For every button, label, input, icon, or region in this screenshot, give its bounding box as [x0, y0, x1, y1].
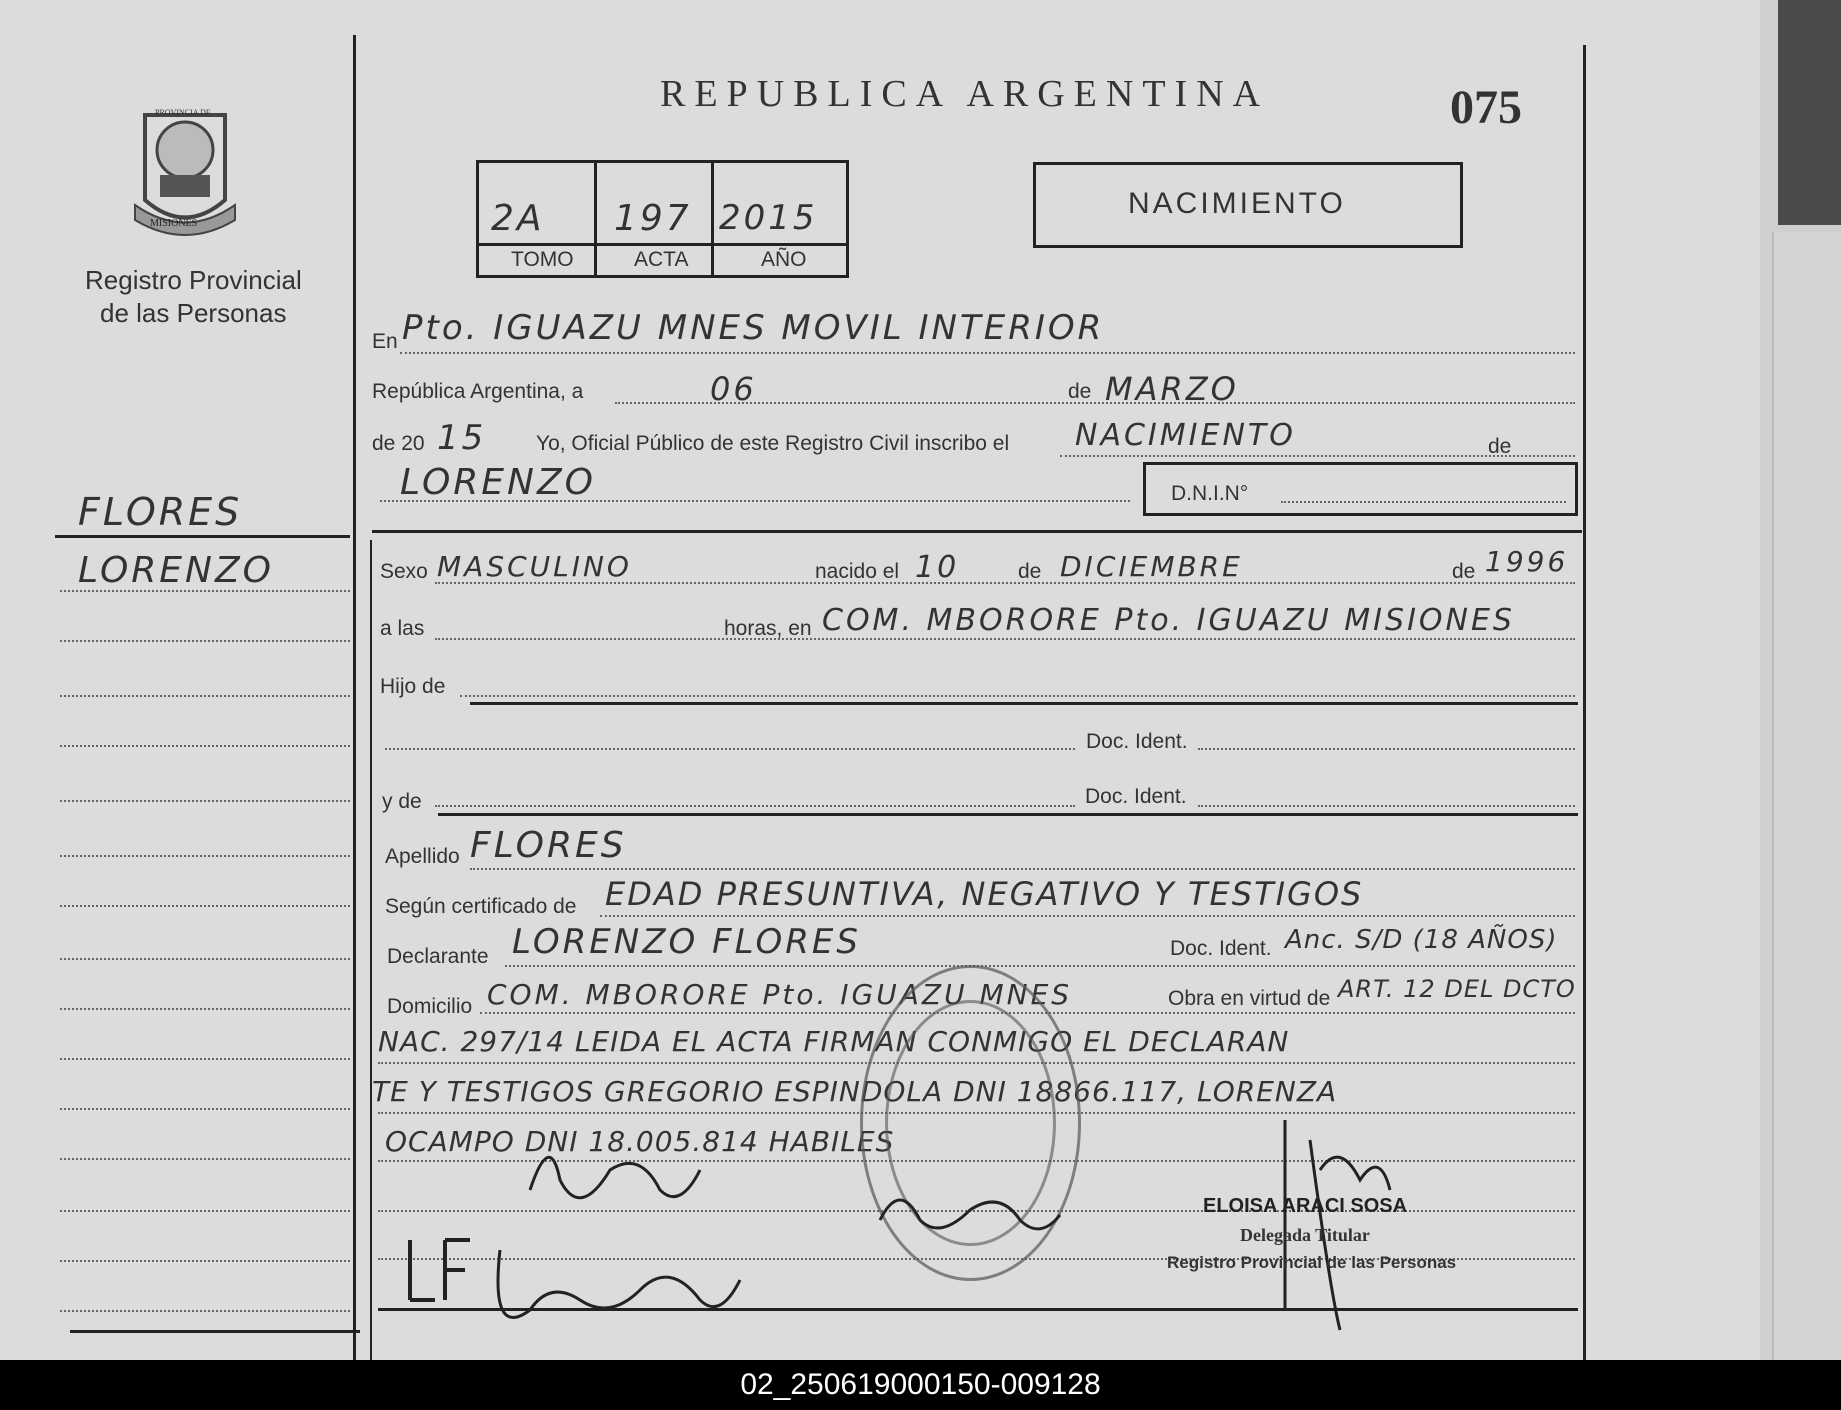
- doc-ident-label-mother: Doc. Ident.: [1085, 785, 1187, 808]
- tomo-label: TOMO: [511, 248, 574, 271]
- domicilio-label: Domicilio: [387, 995, 473, 1018]
- background-edge: [1760, 0, 1841, 1360]
- anio-value: 2015: [719, 198, 818, 238]
- apellido-label: Apellido: [385, 845, 460, 868]
- obra-value: ART. 12 DEL DCTO: [1338, 975, 1576, 1003]
- month-value: MARZO: [1105, 370, 1239, 408]
- acta-value: 197: [614, 198, 692, 239]
- page-number: 075: [1450, 81, 1522, 134]
- de-label-act: de: [1488, 435, 1512, 458]
- right-column-border: [1583, 45, 1586, 1360]
- record-box: [476, 160, 849, 278]
- sexo-value: MASCULINO: [437, 550, 632, 583]
- registry-line2: de las Personas: [100, 298, 287, 328]
- day-value: 06: [710, 370, 757, 408]
- left-column-border: [353, 35, 356, 1360]
- notes-line3: OCAMPO DNI 18.005.814 HABILES: [385, 1125, 895, 1158]
- birth-place: COM. MBORORE Pto. IGUAZU MISIONES: [822, 603, 1515, 638]
- sexo-label: Sexo: [380, 560, 428, 583]
- year-prefix-label: de 20: [372, 432, 425, 455]
- year-value: 15: [437, 418, 487, 458]
- signer-institution: Registro Provincial de las Personas: [1167, 1253, 1457, 1272]
- domicilio-value: COM. MBORORE Pto. IGUAZU MNES: [487, 978, 1073, 1011]
- en-value: Pto. IGUAZU MNES MOVIL INTERIOR: [402, 308, 1105, 348]
- yde-label: y de: [382, 790, 422, 813]
- nacido-label: nacido el: [815, 560, 900, 583]
- en-label: En: [372, 330, 398, 353]
- image-caption: 02_250619000150-009128: [0, 1360, 1841, 1410]
- segun-label: Según certificado de: [385, 895, 577, 918]
- dni-box: [1143, 462, 1578, 516]
- declarante-value: LORENZO FLORES: [512, 922, 861, 962]
- act-value: NACIMIENTO: [1075, 418, 1296, 453]
- signer-title: Delegada Titular: [1240, 1225, 1370, 1245]
- obra-label: Obra en virtud de: [1168, 987, 1331, 1010]
- horas-label: horas, en: [724, 617, 812, 640]
- yo-label: Yo, Oficial Público de este Registro Civil inscribo el: [536, 432, 1010, 455]
- sidebar-surname: FLORES: [78, 490, 243, 534]
- de-label-month: de: [1068, 380, 1092, 403]
- seal-text-top: PROVINCIA DE: [155, 108, 211, 117]
- apellido-value: FLORES: [470, 825, 627, 866]
- birth-month: DICIEMBRE: [1060, 550, 1243, 583]
- doc-ident-label-father: Doc. Ident.: [1086, 730, 1188, 753]
- tomo-value: 2A: [491, 198, 545, 239]
- document-type-box: [1033, 162, 1463, 248]
- republica-label: República Argentina, a: [372, 380, 584, 403]
- name-value: LORENZO: [400, 462, 596, 503]
- declarante-doc: Anc. S/D (18 AÑOS): [1285, 925, 1558, 955]
- de-label-birthyear: de: [1452, 560, 1476, 583]
- form-inner-border: [370, 540, 372, 1360]
- signer-name: ELOISA ARACI SOSA: [1203, 1195, 1408, 1217]
- seal-text-bottom: MISIONES: [150, 218, 198, 229]
- sidebar-surname-underline: [55, 535, 350, 538]
- hijo-label: Hijo de: [380, 675, 446, 698]
- segun-value: EDAD PRESUNTIVA, NEGATIVO Y TESTIGOS: [605, 875, 1364, 913]
- notes-line2: TE Y TESTIGOS GREGORIO ESPINDOLA DNI 18866.117, LORENZA: [372, 1075, 1338, 1108]
- country-title: REPUBLICA ARGENTINA: [660, 73, 1270, 115]
- document-type: NACIMIENTO: [1128, 187, 1346, 220]
- birth-day: 10: [915, 550, 960, 585]
- declarante-label: Declarante: [387, 945, 489, 968]
- alas-label: a las: [380, 617, 425, 640]
- acta-label: ACTA: [634, 248, 689, 271]
- anio-label: AÑO: [761, 248, 807, 271]
- dni-label: D.N.I.N°: [1171, 482, 1249, 505]
- doc-ident-label-declarante: Doc. Ident.: [1170, 937, 1272, 960]
- sidebar-given-name: LORENZO: [78, 550, 274, 591]
- de-label-birthmonth: de: [1018, 560, 1042, 583]
- birth-year: 1996: [1485, 545, 1569, 578]
- registry-line1: Registro Provincial: [85, 265, 302, 295]
- notes-line1: NAC. 297/14 LEIDA EL ACTA FIRMAN CONMIGO EL DECLARAN: [378, 1025, 1290, 1058]
